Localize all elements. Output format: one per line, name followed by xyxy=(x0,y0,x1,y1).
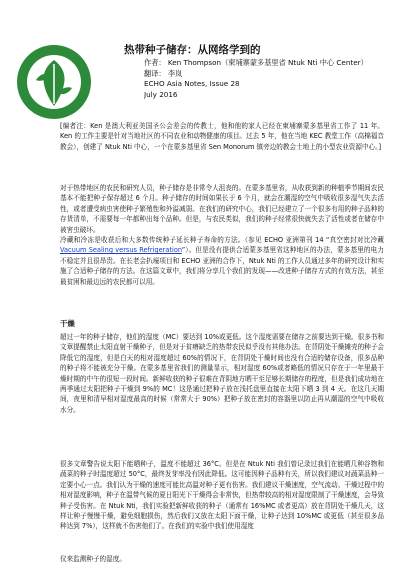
article-meta xyxy=(144,58,392,100)
echo-asia-logo xyxy=(16,40,92,124)
vacuum-sealing-link[interactable]: Vacuum Sealing versus Refrigeration xyxy=(60,246,182,255)
intro-paragraph-1: 对于热带地区的农民和研究人员，种子储存是非常令人沮丧的。在蒙多基里省，从收获到新的种植季节期间农民基本不能把种子保存超过 6 个月。种子储存的时间如果长于 6 个月，就会在潮湿的空气中吸收很多湿气失去活性，或者遭受病虫害使种子繁殖性和外溢减弱。在我们的研究中心，我们已经建立了一个很多有用的种子品种的存货清单，不需要每一年都种出每个品种。但是，与农民类似，我们的种子经常很快就失去了活性或者在储存中被害虫破坏。 xyxy=(60,184,384,234)
editor-note: [编者注：Ken 是澳大利亚美国圣公会差会的传教士，他和他的家人已经在柬埔寨蒙多基里省工作了 11 年。Ken 的工作主要是针对当地社区的不同农业和动物健康的项目。过去 5 年，他在当地 KEC 教堂工作（高棉福音教会），创建了 Ntuk Nti 中心，一个在蒙多基里省 Sen Monorum 镇旁边的教会土地上的小型农业资源中心。] xyxy=(60,122,384,151)
publication-line: ECHO Asia Notes, Issue 28 xyxy=(144,79,240,88)
article-title: 热带种子储存：从网络学到的 xyxy=(124,44,261,56)
intro-p2-before: 冷藏和冷冻是收获后和大多数传统种子延长种子寿命的方法。（参见 ECHO 亚洲第刊 14 “真空密封对比冷藏 xyxy=(60,236,384,245)
drying-paragraph-2: 很多文章警告说太阳下能晒种子，温度不能超过 36°C。但是在 Ntuk Nti 我们曾记录过我们在能晒几种谷物和蔬菜的种子时温度超过 50°C，最终发芽率没有因此降低。这可能因种子品种有关，所以我们建议对蔬菜品种一定要小心一点。我们认为干燥的速度可能比高温对种子更有伤害。我们建议干燥速度，空气流动、干燥过程中的相对湿度影响，种子在温带气候的夏日阳光下干燥得会非常快，但热带较高的相对湿度限制了干燥速度，会导致种子受伤害。在 Ntuk Nti，我们实验把新鲜收获的种子（通常有 16%MC 或者更高）放在背阴处干燥几天，这样让种子慢慢干燥，避免细胞损伤，然后我们又放在太阳下面干燥，让种子达到 10%MC 或更低（甚至很多品种达到 7%），这样就不伤害他们了。在我们的实验中我们使用湿度 xyxy=(60,460,384,531)
author-line: 作者： Ken Thompson（柬埔寨蒙多基里省 Ntuk Nti 中心 Center） xyxy=(144,58,368,67)
intro-section xyxy=(60,183,384,287)
intro-paragraph-2 xyxy=(60,235,384,287)
translator-line: 翻译： 李岚 xyxy=(144,68,183,78)
section-heading-drying: 干燥 xyxy=(60,319,75,328)
drying-paragraph-3: 仪来监测种子的湿度。 xyxy=(60,555,126,563)
drying-paragraph-1: 超过一年的种子储存，他们的湿度（MC）要达到 10%或更低。这个湿度需要在储存之前要达到干燥。很多书和文章提醒禁止太阳直射干燥种子，但是对于贫瘠缺乏的热带农民似乎没有其他办法。在背阴处干燥摊壳的种子会降低它的湿度，但是白天的相对湿度超过 60%的情况下，在背阴处干燥时间也没有合适的储存设备，很多品种的种子将不能被充分干燥。在蒙多基里省我们的测量显示，相对湿度 60%或者略低的情况只存在于一年里最干燥时期的中午的很短一段时间。新鲜收获的种子很难在背阴地方晒干至足够长期储存的程度，但是我们成功地在两季通过太阳把种子干燥到 9%的 MC！这是通过把种子放在浅托盘里直接在太阳下晒 3 到 4 天。在这几天期间，夜里和清早相对湿度最高的时候（常常大于 90%）把种子放在密封的容器里以防止再从潮湿的空气中吸收水分。 xyxy=(60,333,384,414)
date-line: July 2016 xyxy=(144,89,178,99)
intro-p2-after: ”）。但是没有提供合适蒙多基里省这种地区的办法，蒙多基里的电力不稳定并且很昂贵。在长老会扒壕项目和 ECHO 亚洲的合作下，Ntuk Nti 的工作人员通过多年的研究设计和实施了合适种子储存的方法。在这篇文章中，我们将分享几个我们的发现——改进种子储存方式的有效方法，甚至最贫困和最边远的农民都可以用。 xyxy=(60,246,385,286)
